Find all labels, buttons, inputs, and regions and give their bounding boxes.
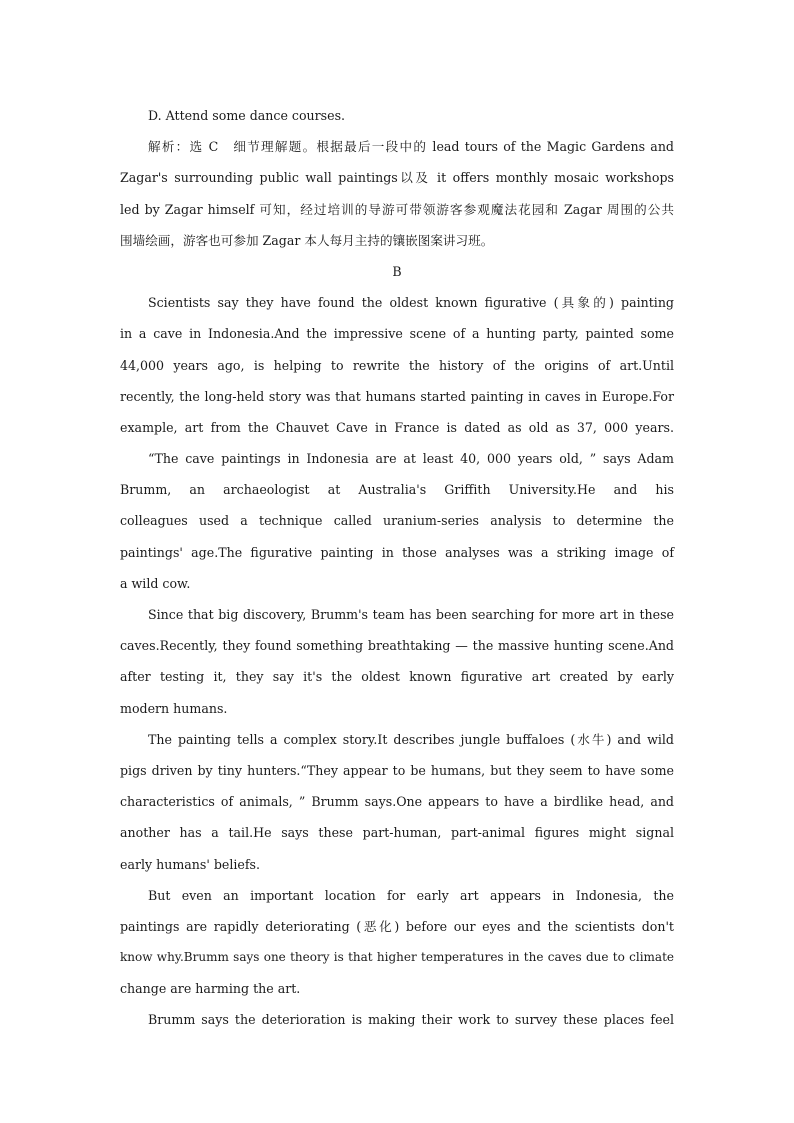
paragraph-line: change are harming the art. <box>120 981 301 997</box>
paragraph-line: caves.Recently, they found something breathtaking — the massive hunting scene.And <box>120 638 674 654</box>
paragraph-line: Brumm says the deterioration is making their work to survey these places feel <box>148 1012 674 1028</box>
paragraph-line: Since that big discovery, Brumm's team has been searching for more art in these <box>148 607 674 622</box>
paragraph-2 <box>120 443 674 599</box>
paragraph-line: Brumm, an archaeologist at Australia's Griffith University.He and his <box>120 482 674 498</box>
analysis-line: 解析：选 C 细节理解题。根据最后一段中的 lead tours of the Magic Gardens and <box>148 139 674 155</box>
analysis-block <box>120 131 674 256</box>
paragraph-line: characteristics of animals, ” Brumm says.One appears to have a birdlike head, and <box>120 794 674 810</box>
paragraph-6 <box>120 1004 674 1035</box>
paragraph-line: recently, the long-held story was that humans started painting in caves in Europe.For <box>120 388 674 404</box>
paragraph-4 <box>120 724 674 880</box>
paragraph-line: The painting tells a complex story.It describes jungle buffaloes (水牛) and wild <box>148 731 674 747</box>
paragraph-line: colleagues used a technique called uranium-series analysis to determine the <box>120 513 674 529</box>
section-heading: B <box>392 263 402 279</box>
paragraph-line: a wild cow. <box>120 575 191 591</box>
paragraph-1 <box>120 287 674 443</box>
paragraph-line: after testing it, they say it's the oldest known figurative art created by early <box>120 669 674 685</box>
analysis-line: Zagar's surrounding public wall paintings以及 it offers monthly mosaic workshops <box>120 170 674 186</box>
analysis-line: led by Zagar himself 可知，经过培训的导游可带领游客参观魔法花园和 Zagar 周围的公共 <box>120 201 674 217</box>
paragraph-line: example, art from the Chauvet Cave in France is dated as old as 37, 000 years. <box>120 419 674 435</box>
paragraph-5 <box>120 880 674 1005</box>
paragraph-3 <box>120 599 674 724</box>
paragraph-line: know why.Brumm says one theory is that higher temperatures in the caves due to climate <box>120 950 674 965</box>
answer-option-d: D. Attend some dance courses. <box>148 108 346 123</box>
paragraph-line: another has a tail.He says these part-human, part-animal figures might signal <box>120 825 674 841</box>
document-page <box>120 100 674 1036</box>
paragraph-line: modern humans. <box>120 700 228 716</box>
paragraph-line: early humans' beliefs. <box>120 856 260 872</box>
paragraph-line: “The cave paintings in Indonesia are at least 40, 000 years old, ” says Adam <box>148 451 674 467</box>
paragraph-line: paintings' age.The figurative painting in those analyses was a striking image of <box>120 544 674 560</box>
paragraph-line: Scientists say they have found the oldest known figurative (具象的) painting <box>148 295 674 311</box>
paragraph-line: in a cave in Indonesia.And the impressive scene of a hunting party, painted some <box>120 326 674 342</box>
paragraph-line: pigs driven by tiny hunters.“They appear to be humans, but they seem to have some <box>120 762 674 778</box>
analysis-line: 围墙绘画，游客也可参加 Zagar 本人每月主持的镶嵌图案讲习班。 <box>120 232 494 248</box>
paragraph-line: But even an important location for early art appears in Indonesia, the <box>148 887 674 903</box>
paragraph-line: paintings are rapidly deteriorating (恶化) before our eyes and the scientists don't <box>120 918 674 934</box>
paragraph-line: 44,000 years ago, is helping to rewrite the history of the origins of art.Until <box>120 357 674 373</box>
